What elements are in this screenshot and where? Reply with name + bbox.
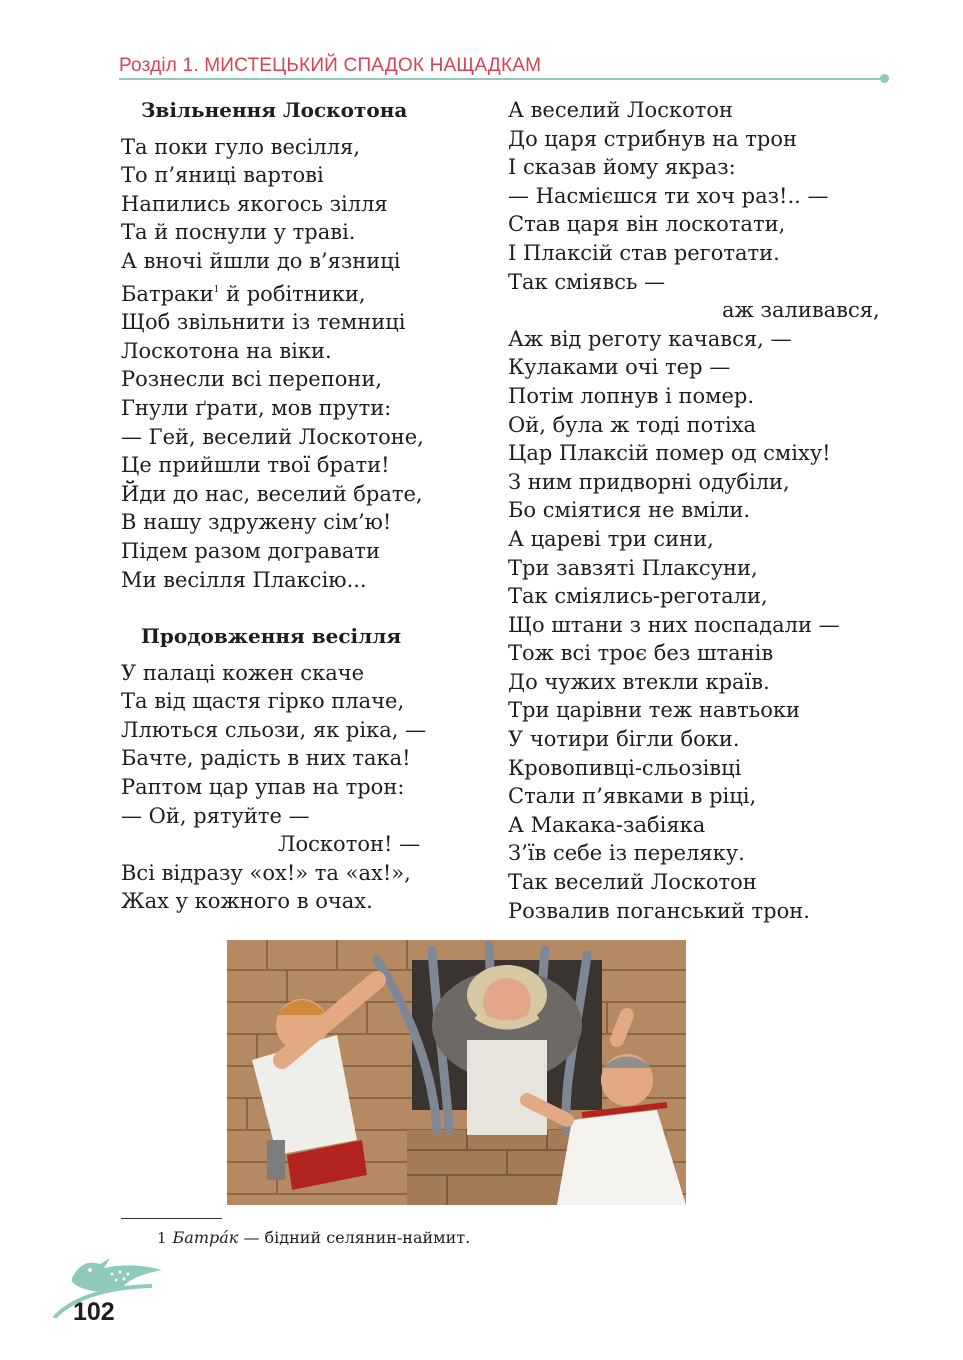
poem-line: Та й поснули у траві.: [121, 220, 356, 245]
right-column: [508, 96, 888, 925]
poem-line: А Макака-забіяка: [508, 812, 706, 837]
poem-line: Так сміявсь —: [508, 269, 666, 294]
poem-line: Рознесли всі перепони,: [121, 367, 383, 392]
poem-line: Щоб звільнити із темниці: [121, 310, 406, 335]
poem-line: Ллються сльози, як ріка, —: [121, 717, 427, 742]
poem-line: Лоскотона на віки.: [121, 338, 332, 363]
poem-line: До царя стрибнув на трон: [508, 126, 797, 151]
poem-line: Ми весілля Плаксію...: [121, 567, 367, 592]
header-rule-dot: [880, 74, 889, 83]
poem-line: Три завзяті Плаксуни,: [508, 555, 758, 580]
poem-line: Лоскотон! —: [278, 832, 421, 857]
left-column: [121, 96, 491, 916]
poem-line: Напились якогось зілля: [121, 191, 388, 216]
poem-line: Став царя він лоскотати,: [508, 212, 786, 237]
poem-line: Ой, була ж тоді потіха: [508, 412, 757, 437]
footnote-term: Батра́к: [172, 1228, 239, 1247]
poem-line: То п’яниці вартові: [121, 163, 324, 188]
poem-line: З’їв себе із переляку.: [508, 841, 745, 866]
poem-line: Так сміялись-реготали,: [508, 584, 768, 609]
poem-line: В нашу здружену сім’ю!: [121, 510, 392, 535]
poem-line: Бо сміятися не вміли.: [508, 498, 751, 523]
poem-line: А цареві три сини,: [508, 526, 714, 551]
poem-line: У палаці кожен скаче: [121, 660, 365, 685]
poem-line: Потім лопнув і помер.: [508, 383, 755, 408]
poem-line: Що штани з них поспадали —: [508, 612, 840, 637]
poem-line: Бачте, радість в них така!: [121, 746, 411, 771]
poem-line: Жах у кожного в очах.: [121, 889, 373, 914]
section-header: Розділ 1. МИСТЕЦЬКИЙ СПАДОК НАЩАДКАМ: [119, 55, 542, 76]
header-rule: [119, 78, 883, 80]
footnote-rule: [121, 1218, 222, 1219]
poem-line: Підем разом догравати: [121, 538, 380, 563]
poem-line: Йди до нас, веселий брате,: [121, 481, 423, 506]
poem-line: Три царівни теж навтьоки: [508, 698, 800, 723]
poem-wedding-stanza: [121, 659, 491, 916]
poem-line: Всі відразу «ох!» та «ах!»,: [121, 860, 411, 885]
poem-line: — Насмієшся ти хоч раз!.. —: [508, 183, 829, 208]
poem-line: аж заливався,: [722, 298, 880, 323]
poem-line: І Плаксій став реготати.: [508, 240, 780, 265]
poem-line: А веселий Лоскотон: [508, 98, 733, 122]
poem-line: Та від щастя гірко плаче,: [121, 689, 405, 714]
poem-line: З ним придворні одубіли,: [508, 469, 790, 494]
poem-line: Та поки гуло весілля,: [121, 134, 360, 159]
poem-line: Стали п’явками в ріці,: [508, 784, 757, 809]
poem-line: Кровопивці-сльозівці: [508, 755, 742, 780]
poem-line: І сказав йому якраз:: [508, 155, 736, 180]
poem-line: Гнули ґрати, мов прути:: [121, 395, 392, 420]
poem-line: До чужих втекли країв.: [508, 669, 770, 694]
poem-line: Тож всі троє без штанів: [508, 641, 774, 666]
poem-line: Аж від реготу качався, —: [508, 326, 792, 351]
poem-title-wedding: Продовження весілля: [141, 624, 402, 649]
poem-line: — Гей, веселий Лоскотоне,: [121, 424, 424, 449]
poem-release-stanza: [121, 133, 491, 595]
illustration-drawing: [227, 940, 686, 1205]
page-number: 102: [73, 1298, 115, 1326]
poem-line: — Ой, рятуйте —: [121, 803, 310, 828]
poem-line: Розвалив поганський трон.: [508, 898, 810, 923]
footnote-marker: 1: [213, 284, 220, 295]
footnoted-word: Батраки: [121, 281, 214, 306]
poem-title-release: Звільнення Лоскотона: [141, 98, 408, 122]
poem-line-rest: й робітники,: [219, 281, 366, 306]
poem-line: Цар Плаксій помер од сміху!: [508, 441, 831, 466]
footnote-definition: — бідний селянин-наймит.: [238, 1228, 471, 1247]
footnote: [157, 1228, 470, 1247]
poem-line: Кулаками очі тер —: [508, 355, 731, 380]
poem-line: А вночі йшли до в’язниці: [121, 248, 401, 273]
poem-line: У чотири бігли боки.: [508, 727, 740, 752]
prison-escape-illustration: [227, 940, 686, 1205]
poem-line: Раптом цар упав на трон:: [121, 775, 405, 800]
poem-line: Це прийшли твої брати!: [121, 453, 390, 478]
poem-line: Так веселий Лоскотон: [508, 870, 757, 895]
poem-line-with-footnote: [121, 276, 491, 309]
footnote-number: 1: [157, 1229, 167, 1247]
